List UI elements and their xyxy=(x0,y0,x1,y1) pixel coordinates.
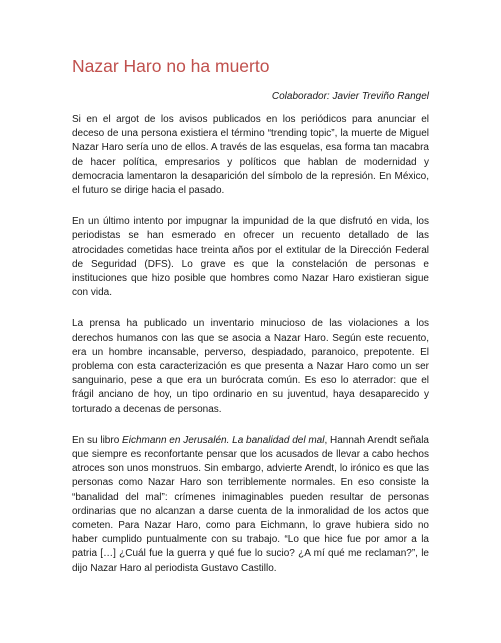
paragraph-2: En un último intento por impugnar la impunidad de la que disfrutó en vida, los periodistas se han esmerado en ofrecer un recuento detallado de las atrocidades cometidas hace treinta años por el extitular de la Dirección Federal de Seguridad (DFS). Lo grave es que la constelación de personas e instituciones que hizo posible que hombres como Nazar Haro existieran sigue con vida. xyxy=(72,216,429,299)
book-title: Eichmann en Jerusalén. La banalidad del mal xyxy=(122,434,325,446)
paragraph-4-lead: En su libro xyxy=(72,434,123,446)
paragraph-1: Si en el argot de los avisos publicados en los periódicos para anunciar el deceso de una persona existiera el término “trending topic”, la muerte de Miguel Nazar Haro sería uno de ellos. A través de las esquelas, esa forma tan macabra de hacer política, empresarios y políticos que hablan de modernidad y democracia lamentaron la desaparición del símbolo de la represión. En México, el futuro se dirige hacia el pasado. xyxy=(72,114,429,197)
paragraph-4-rest: , Hannah Arendt señala que siempre es reconfortante pensar que los acusados de llevar a cabo hechos atroces son unos monstruos. Sin embargo, advierte Arendt, lo irónico es que las personas como Nazar Haro son terriblemente normales. En eso consiste la “banalidad del mal”: crímenes inimaginables pueden resultar de personas ordinarias que no alcanzan a darse cuenta de la inmoralidad de los actos que cometen. Para Nazar Haro, como para Eichmann, lo grave hubiera sido no haber cumplido puntualmente con su trabajo. “Lo que hice fue por amor a la patria […] ¿Cuál fue la guerra y qué fue lo sucio? ¿A mí qué me reclaman?”, le dijo Nazar Haro al periodista Gustavo Castillo. xyxy=(72,434,429,574)
article-body xyxy=(72,113,429,576)
article-title: Nazar Haro no ha muerto xyxy=(72,56,270,76)
article-byline: Colaborador: Javier Treviño Rangel xyxy=(271,91,429,102)
paragraph-3: La prensa ha publicado un inventario minucioso de las violaciones a los derechos humanos con las que se asocia a Nazar Haro. Según este recuento, era un hombre incansable, perverso, despiadado, paranoico, prepotente. El problema con esta caracterización es que presenta a Nazar Haro como un ser sanguinario, pese a que era un burócrata común. Es eso lo aterrador: que el frágil anciano de hoy, un tipo ordinario en su juventud, haya desaparecido y torturado a decenas de personas. xyxy=(72,318,429,415)
paragraph-4 xyxy=(72,434,429,576)
